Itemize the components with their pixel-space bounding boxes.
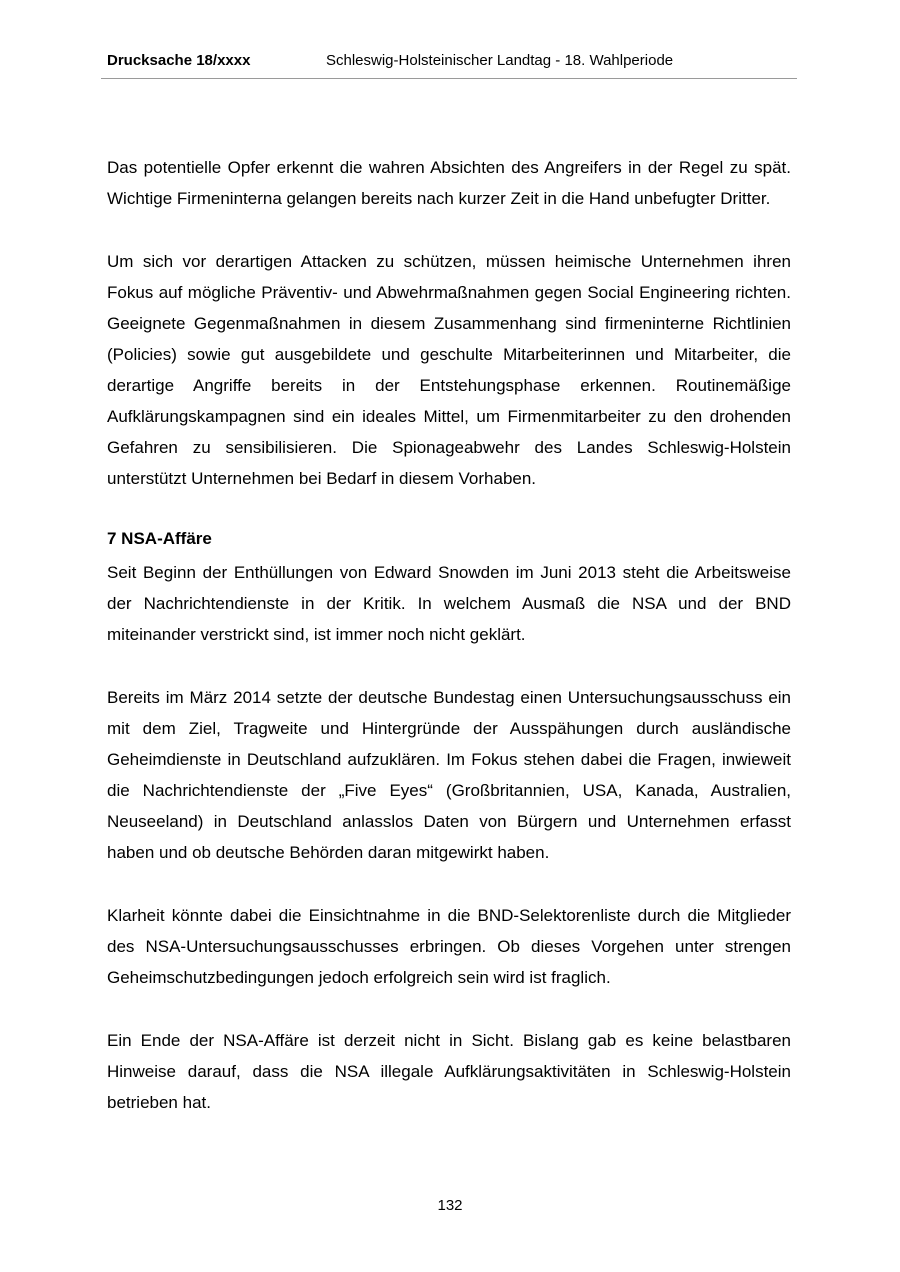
paragraph-snowden: Seit Beginn der Enthüllungen von Edward Snowden im Juni 2013 steht die Arbeitsweise der Nachrichtendienste in der Kritik. In welchem Ausmaß die NSA und der BND miteinander verstrickt sind, ist immer noch nicht geklärt. [107,563,791,644]
page-content [107,152,791,1118]
document-number: Drucksache 18/xxxx [107,52,251,69]
document-header-title: Schleswig-Holsteinischer Landtag - 18. Wahlperiode [326,52,674,69]
paragraph-victim-recognition: Das potentielle Opfer erkennt die wahren Absichten des Angreifers in der Regel zu spät. Wichtige Firmeninterna gelangen bereits nach kurzer Zeit in die Hand unbefugter Dritter. [107,158,791,208]
section-heading: 7 NSA-Affäre [107,529,212,548]
page-number: 132 [437,1197,463,1214]
page-header [101,52,797,79]
paragraph-selector-list: Klarheit könnte dabei die Einsichtnahme in die BND-Selektorenliste durch die Mitglieder des NSA-Untersuchungsausschusses erbringen. Ob dieses Vorgehen unter strengen Geheimschutzbedingungen jedoch erfolgreich sein wird ist fraglich. [107,906,791,987]
paragraph-countermeasures: Um sich vor derartigen Attacken zu schützen, müssen heimische Unternehmen ihren Fokus auf mögliche Präventiv- und Abwehrmaßnahmen gegen Social Engineering richten. Geeignete Gegenmaßnahmen in diesem Zusammenhang sind firmeninterne Richtlinien (Policies) sowie gut ausgebildete und geschulte Mitarbeiterinnen und Mitarbeiter, die derartige Angriffe bereits in der Entstehungsphase erkennen. Routinemäßige Aufklärungskampagnen sind ein ideales Mittel, um Firmenmitarbeiter zu den drohenden Gefahren zu sensibilisieren. Die Spionageabwehr des Landes Schleswig-Holstein unterstützt Unternehmen bei Bedarf in diesem Vorhaben. [107,252,791,488]
paragraph-investigation-committee: Bereits im März 2014 setzte der deutsche Bundestag einen Untersuchungsausschuss ein mit dem Ziel, Tragweite und Hintergründe der Ausspähungen durch ausländische Geheimdienste in Deutschland aufzuklären. Im Fokus stehen dabei die Fragen, inwieweit die Nachrichtendienste der „Five Eyes“ (Großbritannien, USA, Kanada, Australien, Neuseeland) in Deutschland anlasslos Daten von Bürgern und Unternehmen erfasst haben und ob deutsche Behörden daran mitgewirkt haben. [107,688,791,862]
paragraph-conclusion: Ein Ende der NSA-Affäre ist derzeit nicht in Sicht. Bislang gab es keine belastbaren Hinweise darauf, dass die NSA illegale Aufklärungsaktivitäten in Schleswig-Holstein betrieben hat. [107,1031,791,1112]
